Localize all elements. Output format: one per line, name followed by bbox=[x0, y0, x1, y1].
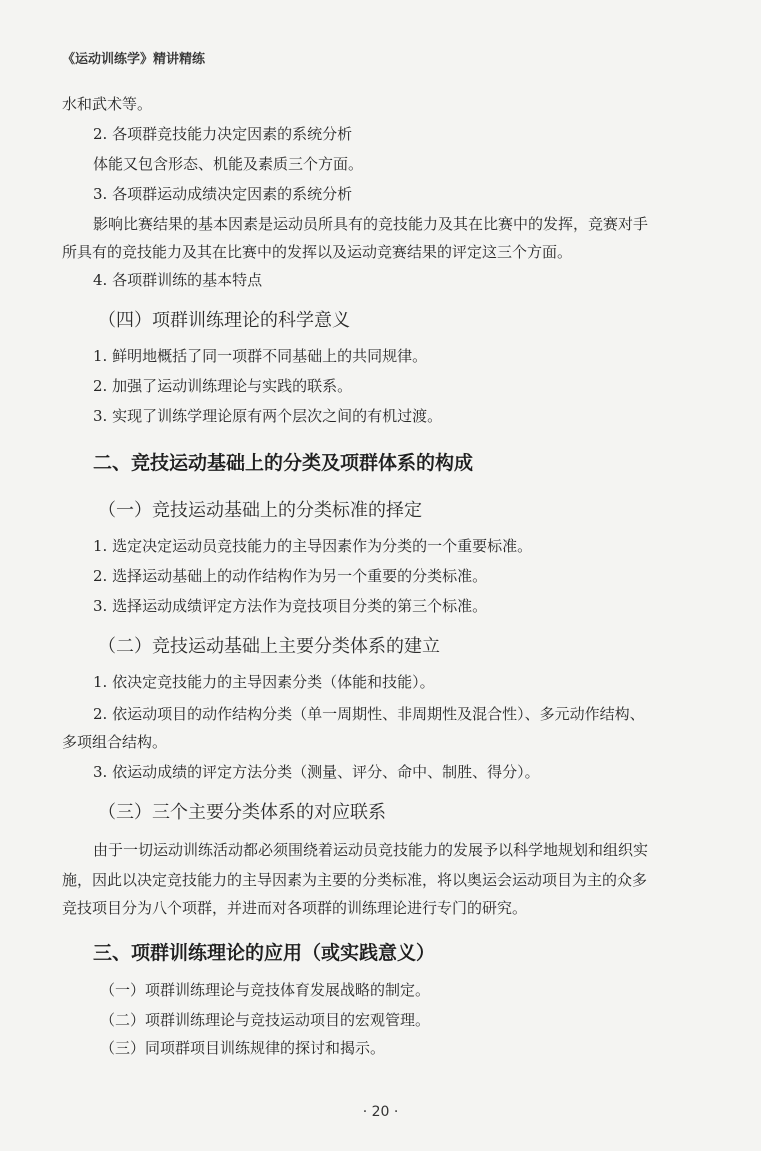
list-item: 3. 选择运动成绩评定方法作为竞技项目分类的第三个标准。 bbox=[93, 597, 488, 615]
list-item: 2. 加强了运动训练理论与实践的联系。 bbox=[93, 377, 353, 395]
list-item: 1. 鲜明地概括了同一项群不同基础上的共同规律。 bbox=[93, 347, 428, 365]
subsection-heading: （一）竞技运动基础上的分类标准的择定 bbox=[98, 500, 422, 521]
paragraph-line: 竞技项目分为八个项群，并进而对各项群的训练理论进行专门的研究。 bbox=[62, 899, 528, 917]
subsection-heading: （三）三个主要分类体系的对应联系 bbox=[98, 802, 386, 823]
list-item: （二）项群训练理论与竞技运动项目的宏观管理。 bbox=[100, 1011, 431, 1029]
list-item: 3. 各项群运动成绩决定因素的系统分析 bbox=[93, 185, 353, 203]
subsection-heading: （四）项群训练理论的科学意义 bbox=[98, 310, 350, 331]
paragraph-line: 多项组合结构。 bbox=[62, 733, 168, 751]
list-item: 3. 实现了训练学理论原有两个层次之间的有机过渡。 bbox=[93, 407, 443, 425]
page-number: · 20 · bbox=[362, 1104, 399, 1120]
list-item: （三）同项群项目训练规律的探讨和揭示。 bbox=[100, 1039, 386, 1057]
list-item: 4. 各项群训练的基本特点 bbox=[93, 271, 263, 289]
paragraph-line: 所具有的竞技能力及其在比赛中的发挥以及运动竞赛结果的评定这三个方面。 bbox=[62, 243, 573, 261]
paragraph-line: 施，因此以决定竞技能力的主导因素为主要的分类标准，将以奥运会运动项目为主的众多 bbox=[62, 871, 648, 889]
section-heading: 二、竞技运动基础上的分类及项群体系的构成 bbox=[93, 452, 474, 474]
list-item: （一）项群训练理论与竞技体育发展战略的制定。 bbox=[100, 981, 431, 999]
list-item: 1. 依决定竞技能力的主导因素分类（体能和技能）。 bbox=[93, 673, 435, 691]
list-item: 3. 依运动成绩的评定方法分类（测量、评分、命中、制胜、得分）。 bbox=[93, 763, 540, 781]
list-item: 2. 依运动项目的动作结构分类（单一周期性、非周期性及混合性）、多元动作结构、 bbox=[93, 705, 645, 723]
paragraph-line: 影响比赛结果的基本因素是运动员所具有的竞技能力及其在比赛中的发挥，竞赛对手 bbox=[93, 215, 649, 233]
section-heading: 三、项群训练理论的应用（或实践意义） bbox=[93, 942, 436, 964]
running-head: 《运动训练学》精讲精练 bbox=[62, 52, 206, 67]
list-item: 1. 选定决定运动员竞技能力的主导因素作为分类的一个重要标准。 bbox=[93, 537, 533, 555]
list-item: 2. 各项群竞技能力决定因素的系统分析 bbox=[93, 125, 353, 143]
paragraph-line: 由于一切运动训练活动都必须围绕着运动员竞技能力的发展予以科学地规划和组织实 bbox=[93, 841, 649, 859]
list-item: 2. 选择运动基础上的动作结构作为另一个重要的分类标准。 bbox=[93, 567, 488, 585]
paragraph-line: 水和武术等。 bbox=[62, 95, 153, 113]
subsection-heading: （二）竞技运动基础上主要分类体系的建立 bbox=[98, 636, 440, 657]
paragraph-line: 体能又包含形态、机能及素质三个方面。 bbox=[93, 155, 364, 173]
